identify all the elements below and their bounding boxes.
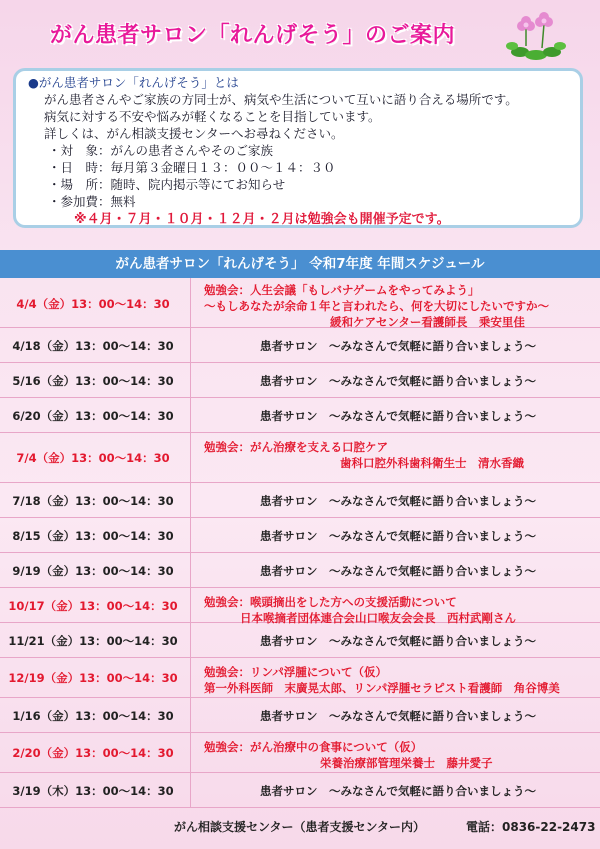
intro-detail-target: ・対 象：がんの患者さんやそのご家族	[48, 143, 274, 158]
study-detail: 第一外科医師 末廣晃太郎、リンパ浮腫セラピスト看護師 角谷博美	[204, 681, 560, 695]
schedule-date: 6/20（金）13：00～14：30	[12, 408, 174, 423]
intro-line: 詳しくは、がん相談支援センターへお尋ねください。	[44, 126, 344, 141]
study-detail: 日本喉摘者団体連合会山口喉友会会長 西村武剛さん	[240, 611, 516, 625]
salon-description: 患者サロン ～みなさんで気軽に語り合いましょう～	[260, 493, 536, 508]
schedule-date: 11/21（金）13：00～14：30	[8, 633, 178, 648]
column-divider	[190, 398, 191, 432]
salon-description: 患者サロン ～みなさんで気軽に語り合いましょう～	[260, 783, 536, 798]
column-divider	[190, 588, 191, 622]
salon-description: 患者サロン ～みなさんで気軽に語り合いましょう～	[260, 633, 536, 648]
column-divider	[190, 773, 191, 807]
study-topic: 勉強会：喉頭摘出をした方への支援活動について	[204, 595, 457, 609]
study-detail: 栄養治療部管理栄養士 藤井愛子	[320, 756, 493, 770]
column-divider	[190, 698, 191, 732]
column-divider	[190, 553, 191, 587]
schedule-date: 4/4（金）13：00～14：30	[16, 297, 170, 311]
column-divider	[190, 733, 191, 772]
schedule-row	[0, 278, 600, 328]
intro-heading: ●がん患者サロン「れんげそう」とは	[28, 75, 239, 90]
study-topic: 勉強会：リンパ浮腫について（仮）	[204, 665, 387, 679]
schedule-row	[0, 553, 600, 588]
intro-detail-time: ・日 時：毎月第３金曜日１３：００～１４：３０	[48, 160, 336, 175]
schedule-row	[0, 588, 600, 623]
study-detail: 歯科口腔外科歯科衛生士 清水香織	[340, 456, 524, 470]
schedule-row	[0, 733, 600, 773]
study-topic: 勉強会：がん治療中の食事について（仮）	[204, 740, 423, 754]
salon-description: 患者サロン ～みなさんで気軽に語り合いましょう～	[260, 408, 536, 423]
schedule-date: 12/19（金）13：00～14：30	[8, 671, 178, 685]
column-divider	[190, 278, 191, 327]
schedule-row	[0, 518, 600, 553]
schedule-row	[0, 698, 600, 733]
schedule-title: がん患者サロン「れんげそう」 令和7年度 年間スケジュール	[0, 250, 600, 278]
salon-description: 患者サロン ～みなさんで気軽に語り合いましょう～	[260, 373, 536, 388]
salon-description: 患者サロン ～みなさんで気軽に語り合いましょう～	[260, 563, 536, 578]
schedule-date: 9/19（金）13：00～14：30	[12, 563, 174, 578]
column-divider	[190, 518, 191, 552]
study-notice: ※４月・７月・１０月・１２月・２月は勉強会も開催予定です。	[74, 212, 450, 227]
salon-description: 患者サロン ～みなさんで気軽に語り合いましょう～	[260, 708, 536, 723]
column-divider	[190, 328, 191, 362]
footer-phone: 電話：0836-22-2473	[466, 820, 596, 834]
study-topic: 勉強会：人生会議「もしバナゲームをやってみよう」	[204, 283, 480, 297]
study-detail: ～もしあなたが余命１年と言われたら、何を大切にしたいですか～	[204, 299, 549, 313]
schedule-date: 5/16（金）13：00～14：30	[12, 373, 174, 388]
renge-flower-icon	[500, 8, 570, 64]
footer-org: がん相談支援センター（患者支援センター内）	[174, 820, 426, 834]
study-topic: 勉強会：がん治療を支える口腔ケア	[204, 440, 388, 454]
schedule-row	[0, 773, 600, 808]
schedule-date: 8/15（金）13：00～14：30	[12, 528, 174, 543]
column-divider	[190, 433, 191, 482]
schedule-date: 1/16（金）13：00～14：30	[12, 708, 174, 723]
schedule-date: 3/19（木）13：00～14：30	[12, 783, 174, 798]
schedule-row	[0, 398, 600, 433]
intro-detail-fee: ・参加費：無料	[48, 194, 136, 209]
schedule-date: 2/20（金）13：00～14：30	[12, 746, 174, 760]
intro-line: がん患者さんやご家族の方同士が、病気や生活について互いに語り合える場所です。	[44, 92, 518, 107]
schedule-row	[0, 483, 600, 518]
column-divider	[190, 363, 191, 397]
salon-description: 患者サロン ～みなさんで気軽に語り合いましょう～	[260, 338, 536, 353]
schedule-row	[0, 658, 600, 698]
schedule-row	[0, 433, 600, 483]
intro-detail-place: ・場 所：随時、院内掲示等にてお知らせ	[48, 177, 286, 192]
schedule-date: 7/18（金）13：00～14：30	[12, 493, 174, 508]
intro-box	[13, 68, 583, 228]
schedule-row	[0, 363, 600, 398]
column-divider	[190, 658, 191, 697]
study-detail: 緩和ケアセンター看護師長 乗安里佳	[330, 315, 525, 329]
schedule-row	[0, 623, 600, 658]
page-title: がん患者サロン「れんげそう」のご案内	[50, 23, 456, 48]
schedule-row	[0, 328, 600, 363]
column-divider	[190, 623, 191, 657]
salon-description: 患者サロン ～みなさんで気軽に語り合いましょう～	[260, 528, 536, 543]
column-divider	[190, 483, 191, 517]
schedule-date: 7/4（金）13：00～14：30	[16, 451, 170, 465]
schedule-date: 10/17（金）13：00～14：30	[8, 598, 178, 613]
schedule-date: 4/18（金）13：00～14：30	[12, 338, 174, 353]
intro-line: 病気に対する不安や悩みが軽くなることを目指しています。	[44, 109, 381, 124]
